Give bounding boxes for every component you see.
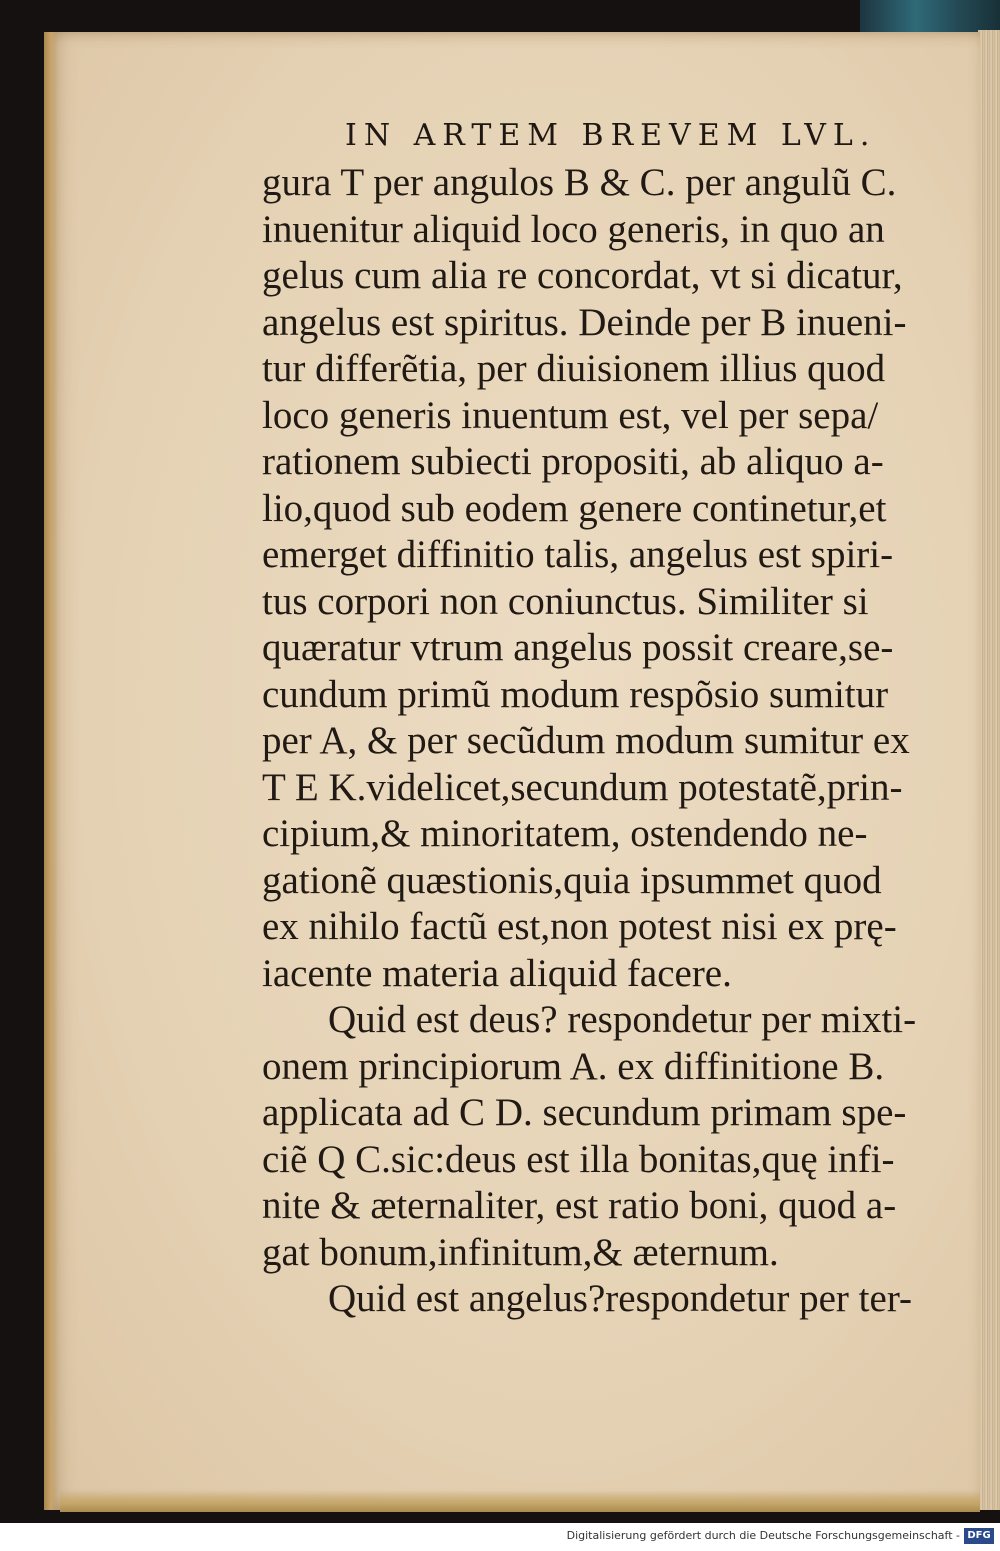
text-line: gura T per angulos B & C. per angulũ C.	[262, 161, 897, 204]
text-line: cundum primũ modum respõsio sumitur	[262, 672, 889, 716]
running-head: IN ARTEM BREVEM LVL.	[345, 118, 877, 153]
text-line: per A, & per secũdum modum sumitur ex	[262, 719, 910, 762]
dfg-logo: DFG	[964, 1528, 994, 1544]
text-line: tus corpori non coniunctus. Similiter si	[262, 579, 869, 623]
page-bottom-edge	[60, 1490, 980, 1512]
text-line: ciẽ Q C.sic:deus est illa bonitas,quę infi-	[262, 1137, 895, 1181]
text-line: onem principiorum A. ex diffinitione B.	[262, 1044, 885, 1088]
page-edges	[978, 30, 1000, 1510]
body-text	[262, 160, 974, 1323]
text-line: gationẽ quæstionis,quia ipsummet quod	[262, 858, 882, 902]
text-line: gat bonum,infinitum,& æternum.	[262, 1230, 779, 1274]
footer-bar	[0, 1523, 1000, 1551]
text-line: lio,quod sub eodem genere continetur,et	[262, 486, 887, 530]
paragraph-start: Quid est angelus?respondetur per ter-	[328, 1277, 913, 1320]
text-line: gelus cum alia re concordat, vt si dicatur,	[262, 254, 903, 297]
text-line: rationem subiecti propositi, ab aliquo a-	[262, 440, 884, 483]
text-line: applicata ad C D. secundum primam spe-	[262, 1091, 907, 1134]
paragraph-start: Quid est deus? respondetur per mixti-	[328, 998, 917, 1041]
text-line: iacente materia aliquid facere.	[262, 951, 732, 995]
funding-credit: Digitalisierung gefördert durch die Deutsche Forschungsgemeinschaft -	[566, 1529, 960, 1542]
text-line: emerget diffinitio talis, angelus est spiri-	[262, 533, 894, 576]
text-line: T E K.videlicet,secundum potestatẽ,prin-	[262, 765, 903, 809]
text-line: nite & æternaliter, est ratio boni, quod a-	[262, 1184, 897, 1227]
text-line: ex nihilo factũ est,non potest nisi ex prę-	[262, 905, 897, 948]
text-line: quæratur vtrum angelus possit creare,se-	[262, 626, 894, 669]
text-line: tur differẽtia, per diuisionem illius quod	[262, 347, 886, 390]
text-line: angelus est spiritus. Deinde per B inueni-	[262, 300, 907, 344]
text-line: loco generis inuentum est, vel per sepa/	[262, 393, 879, 437]
text-line: inuenitur aliquid loco generis, in quo an	[262, 207, 885, 251]
page-gutter-shadow	[44, 32, 58, 1510]
text-line: cipium,& minoritatem, ostendendo ne-	[262, 812, 868, 855]
